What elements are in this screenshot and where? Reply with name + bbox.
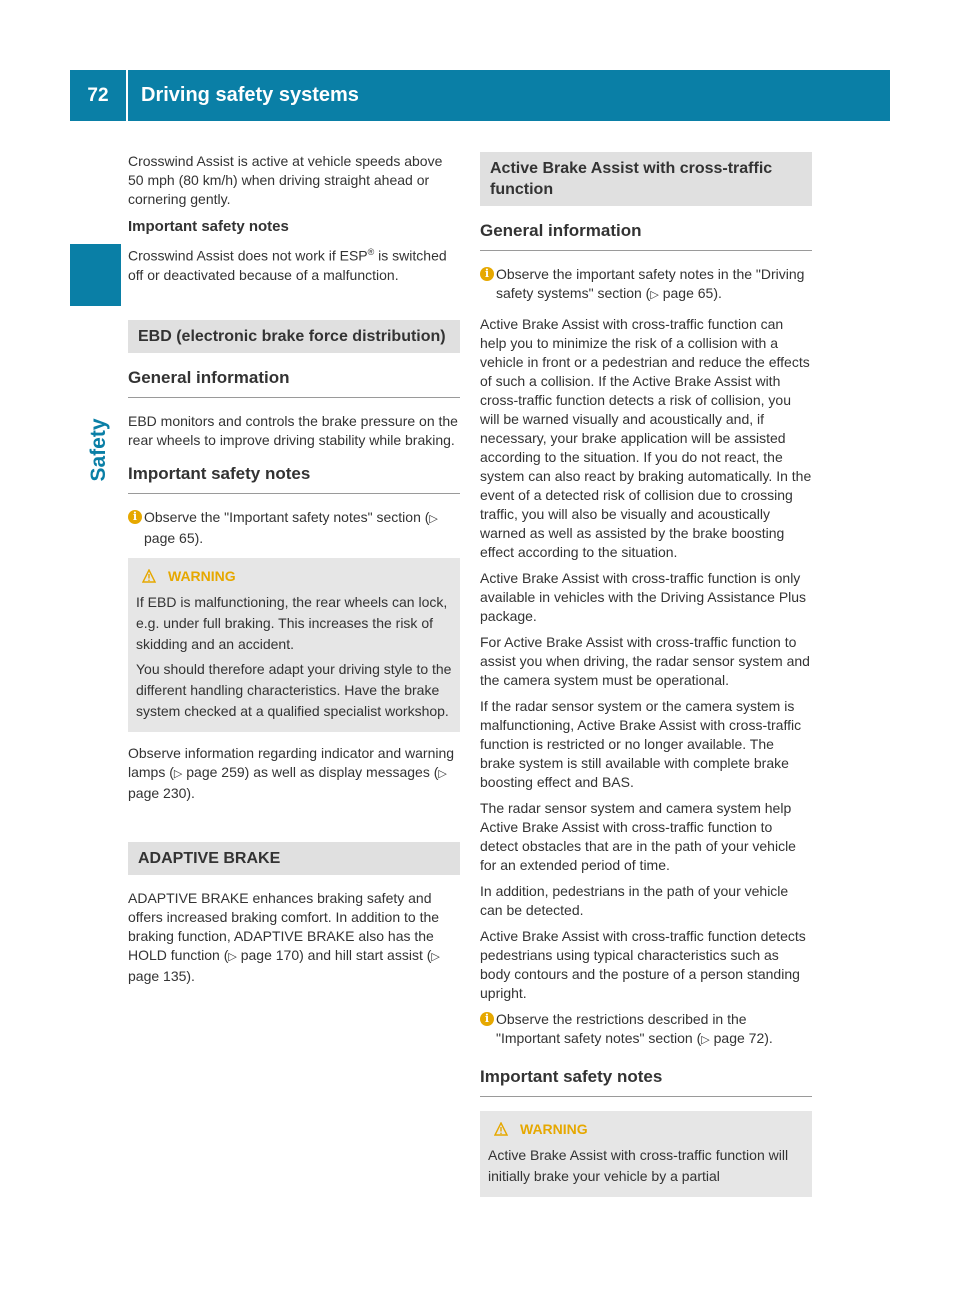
info-icon: i [128, 510, 142, 524]
page-ref-link[interactable]: page 72). [709, 1030, 773, 1046]
aba-info-note-2: i Observe the restrictions described in the "Important safety notes" section (▷ page 72). [480, 1010, 812, 1050]
observe-paragraph: Observe information regarding indicator and warning lamps (▷ page 259) as well as display messages (▷ page 230). [128, 744, 455, 801]
page-ref-arrow-icon: ▷ [701, 1034, 710, 1046]
page-ref-link[interactable]: page 230). [128, 784, 195, 801]
header-bar [70, 70, 890, 121]
aba-paragraph-6: In addition, pedestrians in the path of your vehicle can be detected. [480, 883, 789, 918]
page-ref-link[interactable]: page 170) and hill start assist ( [236, 946, 432, 963]
section-title: Driving safety systems [141, 84, 359, 106]
header-divider [126, 70, 128, 121]
warning-text-1: If EBD is malfunctioning, the rear wheels can lock, e.g. under full braking. This increases the risk of skidding and an accident. [136, 593, 448, 652]
crosswind-safety-heading: Important safety notes [128, 218, 289, 235]
active-brake-assist-heading: Active Brake Assist with cross-traffic function [480, 152, 812, 206]
aba-general-heading: General information [480, 220, 812, 251]
ebd-heading: EBD (electronic brake force distribution) [128, 320, 460, 353]
warning-triangle-icon [494, 1122, 508, 1136]
warning-text: Active Brake Assist with cross-traffic function will initially brake your vehicle by a partial [488, 1147, 789, 1184]
page-ref-arrow-icon: ▷ [429, 512, 438, 525]
aba-paragraph-3: For Active Brake Assist with cross-traffic function to assist you when driving, the radar sensor system and the camera system must be operational. [480, 634, 810, 688]
warning-text-2: You should therefore adapt your driving style to the different handling characteristics. Have the brake system checked at a qualified specialist workshop. [136, 660, 452, 719]
side-label [84, 400, 114, 500]
aba-safety-heading: Important safety notes [480, 1066, 812, 1097]
aba-paragraph-4: If the radar sensor system or the camera system is malfunctioning, Active Brake Assist with cross-traffic function is restricted or no longer available. The brake system is still available with complete brake boosting effect and BAS. [480, 698, 802, 790]
info-icon: i [480, 267, 494, 281]
ebd-warning-box [128, 558, 460, 732]
warning-title: WARNING [168, 567, 236, 584]
page-ref-arrow-icon: ▷ [650, 289, 659, 301]
aba-paragraph-1: Active Brake Assist with cross-traffic function can help you to minimize the risk of a collision with a vehicle in front or a pedestrian and reduce the effects of such a collision. If the Active Brake Assist with cross-traffic function detects a risk of collision, you will be warned visually and acoustically and, if necessary, your brake application will be assisted according to the situation. If you do not react, the system can also react by braking automatically. In the event of a detected risk of collision due to crossing traffic, you will also be visually and acoustically warned as well as assisted by the brake boosting effect according to the situation. [480, 316, 812, 560]
aba-paragraph-2: Active Brake Assist with cross-traffic function is only available in vehicles with the Driving Assistance Plus package. [480, 570, 807, 624]
side-tab [70, 244, 121, 306]
aba-paragraph-5: The radar sensor system and camera system help Active Brake Assist with cross-traffic function to detect obstacles that are in the path of your vehicle for an extended period of time. [480, 800, 796, 873]
aba-warning-box [480, 1111, 812, 1197]
ebd-general-heading: General information [128, 367, 460, 398]
aba-info-note-1: i Observe the important safety notes in the "Driving safety systems" section (▷ page 65). [480, 265, 812, 305]
page-ref-arrow-icon: ▷ [228, 950, 237, 963]
page-ref-link[interactable]: page 135). [128, 967, 195, 984]
page-ref-link[interactable]: page 65). [658, 285, 722, 301]
warning-triangle-icon [142, 569, 156, 583]
crosswind-paragraph: Crosswind Assist is active at vehicle speeds above 50 mph (80 km/h) when driving straight ahead or cornering gently. [128, 153, 443, 207]
page-number: 72 [87, 85, 109, 106]
page-ref-arrow-icon: ▷ [431, 950, 440, 963]
ebd-info-note: i Observe the "Important safety notes" section (▷ page 65). [128, 508, 460, 548]
side-label-text: Safety [87, 418, 110, 482]
right-column [480, 152, 812, 1209]
page-ref-arrow-icon: ▷ [438, 767, 447, 780]
aba-paragraph-7: Active Brake Assist with cross-traffic function detects pedestrians using typical characteristics such as body contours and the posture of a person standing upright. [480, 928, 806, 1001]
ebd-safety-heading: Important safety notes [128, 463, 460, 494]
left-column [128, 152, 460, 993]
page-ref-arrow-icon: ▷ [173, 767, 183, 780]
page-ref-link[interactable]: page 259) as well as display messages ( [182, 763, 439, 780]
info-icon: i [480, 1012, 494, 1026]
warning-title: WARNING [520, 1121, 588, 1137]
crosswind-safety-paragraph: Crosswind Assist does not work if ESP® is switched off or deactivated because of a malfunction. [128, 247, 447, 283]
ebd-paragraph: EBD monitors and controls the brake pressure on the rear wheels to improve driving stability while braking. [128, 412, 458, 448]
adaptive-brake-heading: ADAPTIVE BRAKE [128, 842, 460, 875]
adaptive-brake-paragraph: ADAPTIVE BRAKE enhances braking safety and offers increased braking comfort. In addition to the braking function, ADAPTIVE BRAKE also has the HOLD function (▷ page 170) and hill start assist (▷ page 135). [128, 889, 440, 984]
page-ref-link[interactable]: page 65). [144, 529, 204, 546]
